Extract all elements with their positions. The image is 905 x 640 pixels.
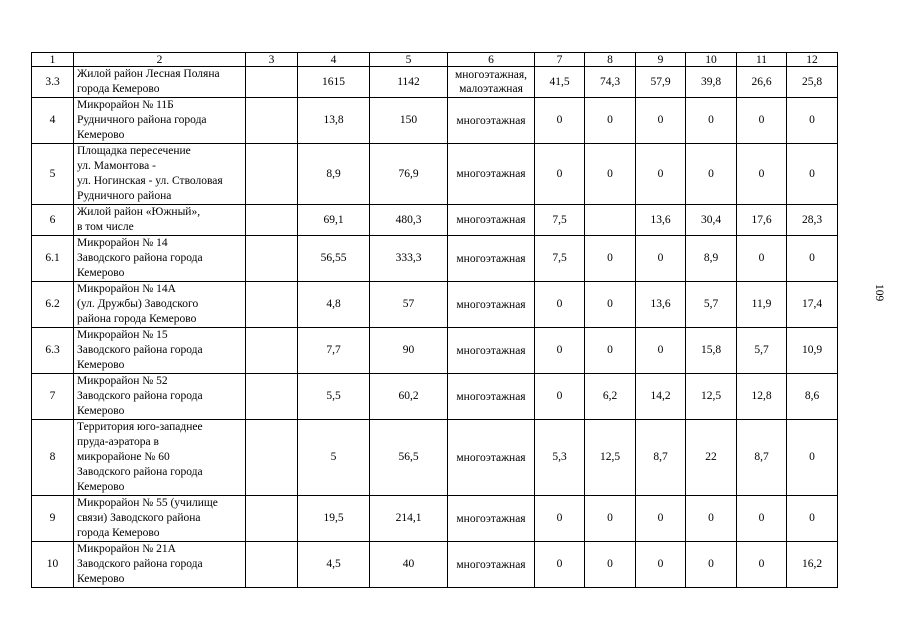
row-number-cell: 6.2 bbox=[32, 282, 74, 328]
value-cell: 0 bbox=[636, 542, 686, 588]
table-row bbox=[32, 420, 838, 496]
row-number-cell: 8 bbox=[32, 420, 74, 496]
value-cell: 0 bbox=[585, 282, 636, 328]
name-cell: Микрорайон № 11Б Рудничного района города Кемерово bbox=[74, 98, 246, 144]
table-row bbox=[32, 205, 838, 236]
value-cell: 7,7 bbox=[298, 328, 370, 374]
value-cell: 0 bbox=[585, 328, 636, 374]
value-cell: 1142 bbox=[370, 67, 448, 98]
value-cell: 0 bbox=[737, 144, 787, 205]
page-number: 109 bbox=[873, 284, 885, 302]
value-cell: 5 bbox=[298, 420, 370, 496]
value-cell bbox=[246, 236, 298, 282]
value-cell: 0 bbox=[737, 98, 787, 144]
row-number-cell: 6.3 bbox=[32, 328, 74, 374]
value-cell: 13,6 bbox=[636, 282, 686, 328]
value-cell: 8,6 bbox=[787, 374, 838, 420]
value-cell: 74,3 bbox=[585, 67, 636, 98]
value-cell: 0 bbox=[535, 374, 585, 420]
value-cell: 13,8 bbox=[298, 98, 370, 144]
row-number-cell: 5 bbox=[32, 144, 74, 205]
value-cell: 0 bbox=[535, 282, 585, 328]
value-cell: 7,5 bbox=[535, 205, 585, 236]
value-cell: 30,4 bbox=[686, 205, 737, 236]
value-cell: 0 bbox=[686, 542, 737, 588]
table-row bbox=[32, 144, 838, 205]
value-cell: 0 bbox=[787, 98, 838, 144]
table-row bbox=[32, 542, 838, 588]
name-cell: Микрорайон № 14 Заводского района города Кемерово bbox=[74, 236, 246, 282]
value-cell bbox=[585, 205, 636, 236]
column-header: 10 bbox=[686, 53, 737, 67]
column-header: 11 bbox=[737, 53, 787, 67]
name-cell: Территория юго-западнее пруда-аэратора в микрорайоне № 60 Заводского района города Кемерово bbox=[74, 420, 246, 496]
value-cell: 0 bbox=[585, 496, 636, 542]
value-cell: 16,2 bbox=[787, 542, 838, 588]
value-cell: 0 bbox=[585, 236, 636, 282]
value-cell: 0 bbox=[636, 144, 686, 205]
value-cell: 28,3 bbox=[787, 205, 838, 236]
value-cell: 57 bbox=[370, 282, 448, 328]
name-cell: Микрорайон № 14А (ул. Дружбы) Заводского района города Кемерово bbox=[74, 282, 246, 328]
value-cell: 4,8 bbox=[298, 282, 370, 328]
value-cell: 12,8 bbox=[737, 374, 787, 420]
building-type-cell: многоэтажная bbox=[448, 282, 535, 328]
column-header: 7 bbox=[535, 53, 585, 67]
row-number-cell: 7 bbox=[32, 374, 74, 420]
row-number-cell: 6.1 bbox=[32, 236, 74, 282]
value-cell: 0 bbox=[585, 542, 636, 588]
building-type-cell: многоэтажная bbox=[448, 205, 535, 236]
name-cell: Микрорайон № 52 Заводского района города Кемерово bbox=[74, 374, 246, 420]
column-header: 8 bbox=[585, 53, 636, 67]
value-cell: 0 bbox=[686, 144, 737, 205]
value-cell: 14,2 bbox=[636, 374, 686, 420]
value-cell bbox=[246, 282, 298, 328]
value-cell: 17,6 bbox=[737, 205, 787, 236]
value-cell: 39,8 bbox=[686, 67, 737, 98]
column-header: 5 bbox=[370, 53, 448, 67]
value-cell: 0 bbox=[636, 328, 686, 374]
value-cell: 90 bbox=[370, 328, 448, 374]
value-cell: 5,7 bbox=[737, 328, 787, 374]
column-header: 3 bbox=[246, 53, 298, 67]
column-header: 9 bbox=[636, 53, 686, 67]
header-row bbox=[32, 53, 838, 67]
name-cell: Жилой район Лесная Поляна города Кемерово bbox=[74, 67, 246, 98]
building-type-cell: многоэтажная bbox=[448, 328, 535, 374]
column-header: 1 bbox=[32, 53, 74, 67]
value-cell: 10,9 bbox=[787, 328, 838, 374]
value-cell: 12,5 bbox=[686, 374, 737, 420]
value-cell: 0 bbox=[535, 144, 585, 205]
value-cell: 4,5 bbox=[298, 542, 370, 588]
value-cell: 0 bbox=[535, 542, 585, 588]
value-cell: 0 bbox=[535, 328, 585, 374]
table-row bbox=[32, 236, 838, 282]
value-cell bbox=[246, 374, 298, 420]
column-header: 2 bbox=[74, 53, 246, 67]
value-cell: 150 bbox=[370, 98, 448, 144]
building-type-cell: многоэтажная bbox=[448, 420, 535, 496]
row-number-cell: 6 bbox=[32, 205, 74, 236]
value-cell bbox=[246, 98, 298, 144]
value-cell bbox=[246, 496, 298, 542]
value-cell: 0 bbox=[787, 144, 838, 205]
table-row bbox=[32, 496, 838, 542]
row-number-cell: 4 bbox=[32, 98, 74, 144]
data-table bbox=[31, 52, 838, 588]
value-cell: 13,6 bbox=[636, 205, 686, 236]
value-cell: 0 bbox=[686, 496, 737, 542]
value-cell: 0 bbox=[535, 98, 585, 144]
value-cell: 26,6 bbox=[737, 67, 787, 98]
value-cell: 0 bbox=[787, 420, 838, 496]
value-cell: 8,9 bbox=[298, 144, 370, 205]
building-type-cell: многоэтажная bbox=[448, 98, 535, 144]
value-cell: 40 bbox=[370, 542, 448, 588]
value-cell: 57,9 bbox=[636, 67, 686, 98]
column-header: 6 bbox=[448, 53, 535, 67]
table-row bbox=[32, 374, 838, 420]
value-cell bbox=[246, 144, 298, 205]
building-type-cell: многоэтажная bbox=[448, 542, 535, 588]
column-header: 4 bbox=[298, 53, 370, 67]
name-cell: Микрорайон № 21А Заводского района города Кемерово bbox=[74, 542, 246, 588]
value-cell: 56,5 bbox=[370, 420, 448, 496]
value-cell: 0 bbox=[686, 98, 737, 144]
row-number-cell: 9 bbox=[32, 496, 74, 542]
value-cell: 333,3 bbox=[370, 236, 448, 282]
value-cell: 19,5 bbox=[298, 496, 370, 542]
value-cell: 41,5 bbox=[535, 67, 585, 98]
value-cell: 0 bbox=[636, 98, 686, 144]
value-cell: 56,55 bbox=[298, 236, 370, 282]
building-type-cell: многоэтажная bbox=[448, 236, 535, 282]
value-cell bbox=[246, 542, 298, 588]
name-cell: Площадка пересечение ул. Мамонтова - ул. Ногинская - ул. Стволовая Рудничного района bbox=[74, 144, 246, 205]
value-cell: 0 bbox=[737, 236, 787, 282]
row-number-cell: 3.3 bbox=[32, 67, 74, 98]
value-cell: 0 bbox=[737, 496, 787, 542]
building-type-cell: многоэтажная bbox=[448, 374, 535, 420]
value-cell: 69,1 bbox=[298, 205, 370, 236]
value-cell bbox=[246, 328, 298, 374]
table-row bbox=[32, 328, 838, 374]
value-cell: 22 bbox=[686, 420, 737, 496]
value-cell bbox=[246, 67, 298, 98]
value-cell: 0 bbox=[787, 236, 838, 282]
value-cell: 5,7 bbox=[686, 282, 737, 328]
table-row bbox=[32, 67, 838, 98]
value-cell: 214,1 bbox=[370, 496, 448, 542]
name-cell: Жилой район «Южный», в том числе bbox=[74, 205, 246, 236]
value-cell: 17,4 bbox=[787, 282, 838, 328]
value-cell: 76,9 bbox=[370, 144, 448, 205]
value-cell: 12,5 bbox=[585, 420, 636, 496]
value-cell: 25,8 bbox=[787, 67, 838, 98]
value-cell: 8,7 bbox=[636, 420, 686, 496]
table-body bbox=[32, 53, 838, 588]
value-cell: 6,2 bbox=[585, 374, 636, 420]
value-cell: 0 bbox=[636, 496, 686, 542]
value-cell: 0 bbox=[737, 542, 787, 588]
value-cell: 5,3 bbox=[535, 420, 585, 496]
table-row bbox=[32, 282, 838, 328]
building-type-cell: многоэтажная, малоэтажная bbox=[448, 67, 535, 98]
value-cell: 8,9 bbox=[686, 236, 737, 282]
value-cell: 0 bbox=[585, 144, 636, 205]
value-cell bbox=[246, 205, 298, 236]
value-cell: 0 bbox=[535, 496, 585, 542]
column-header: 12 bbox=[787, 53, 838, 67]
row-number-cell: 10 bbox=[32, 542, 74, 588]
value-cell: 15,8 bbox=[686, 328, 737, 374]
value-cell: 0 bbox=[636, 236, 686, 282]
value-cell: 1615 bbox=[298, 67, 370, 98]
value-cell: 8,7 bbox=[737, 420, 787, 496]
name-cell: Микрорайон № 55 (училище связи) Заводского района города Кемерово bbox=[74, 496, 246, 542]
value-cell: 0 bbox=[787, 496, 838, 542]
value-cell: 480,3 bbox=[370, 205, 448, 236]
table-row bbox=[32, 98, 838, 144]
name-cell: Микрорайон № 15 Заводского района города Кемерово bbox=[74, 328, 246, 374]
value-cell: 11,9 bbox=[737, 282, 787, 328]
value-cell bbox=[246, 420, 298, 496]
value-cell: 5,5 bbox=[298, 374, 370, 420]
value-cell: 7,5 bbox=[535, 236, 585, 282]
building-type-cell: многоэтажная bbox=[448, 496, 535, 542]
value-cell: 0 bbox=[585, 98, 636, 144]
building-type-cell: многоэтажная bbox=[448, 144, 535, 205]
value-cell: 60,2 bbox=[370, 374, 448, 420]
